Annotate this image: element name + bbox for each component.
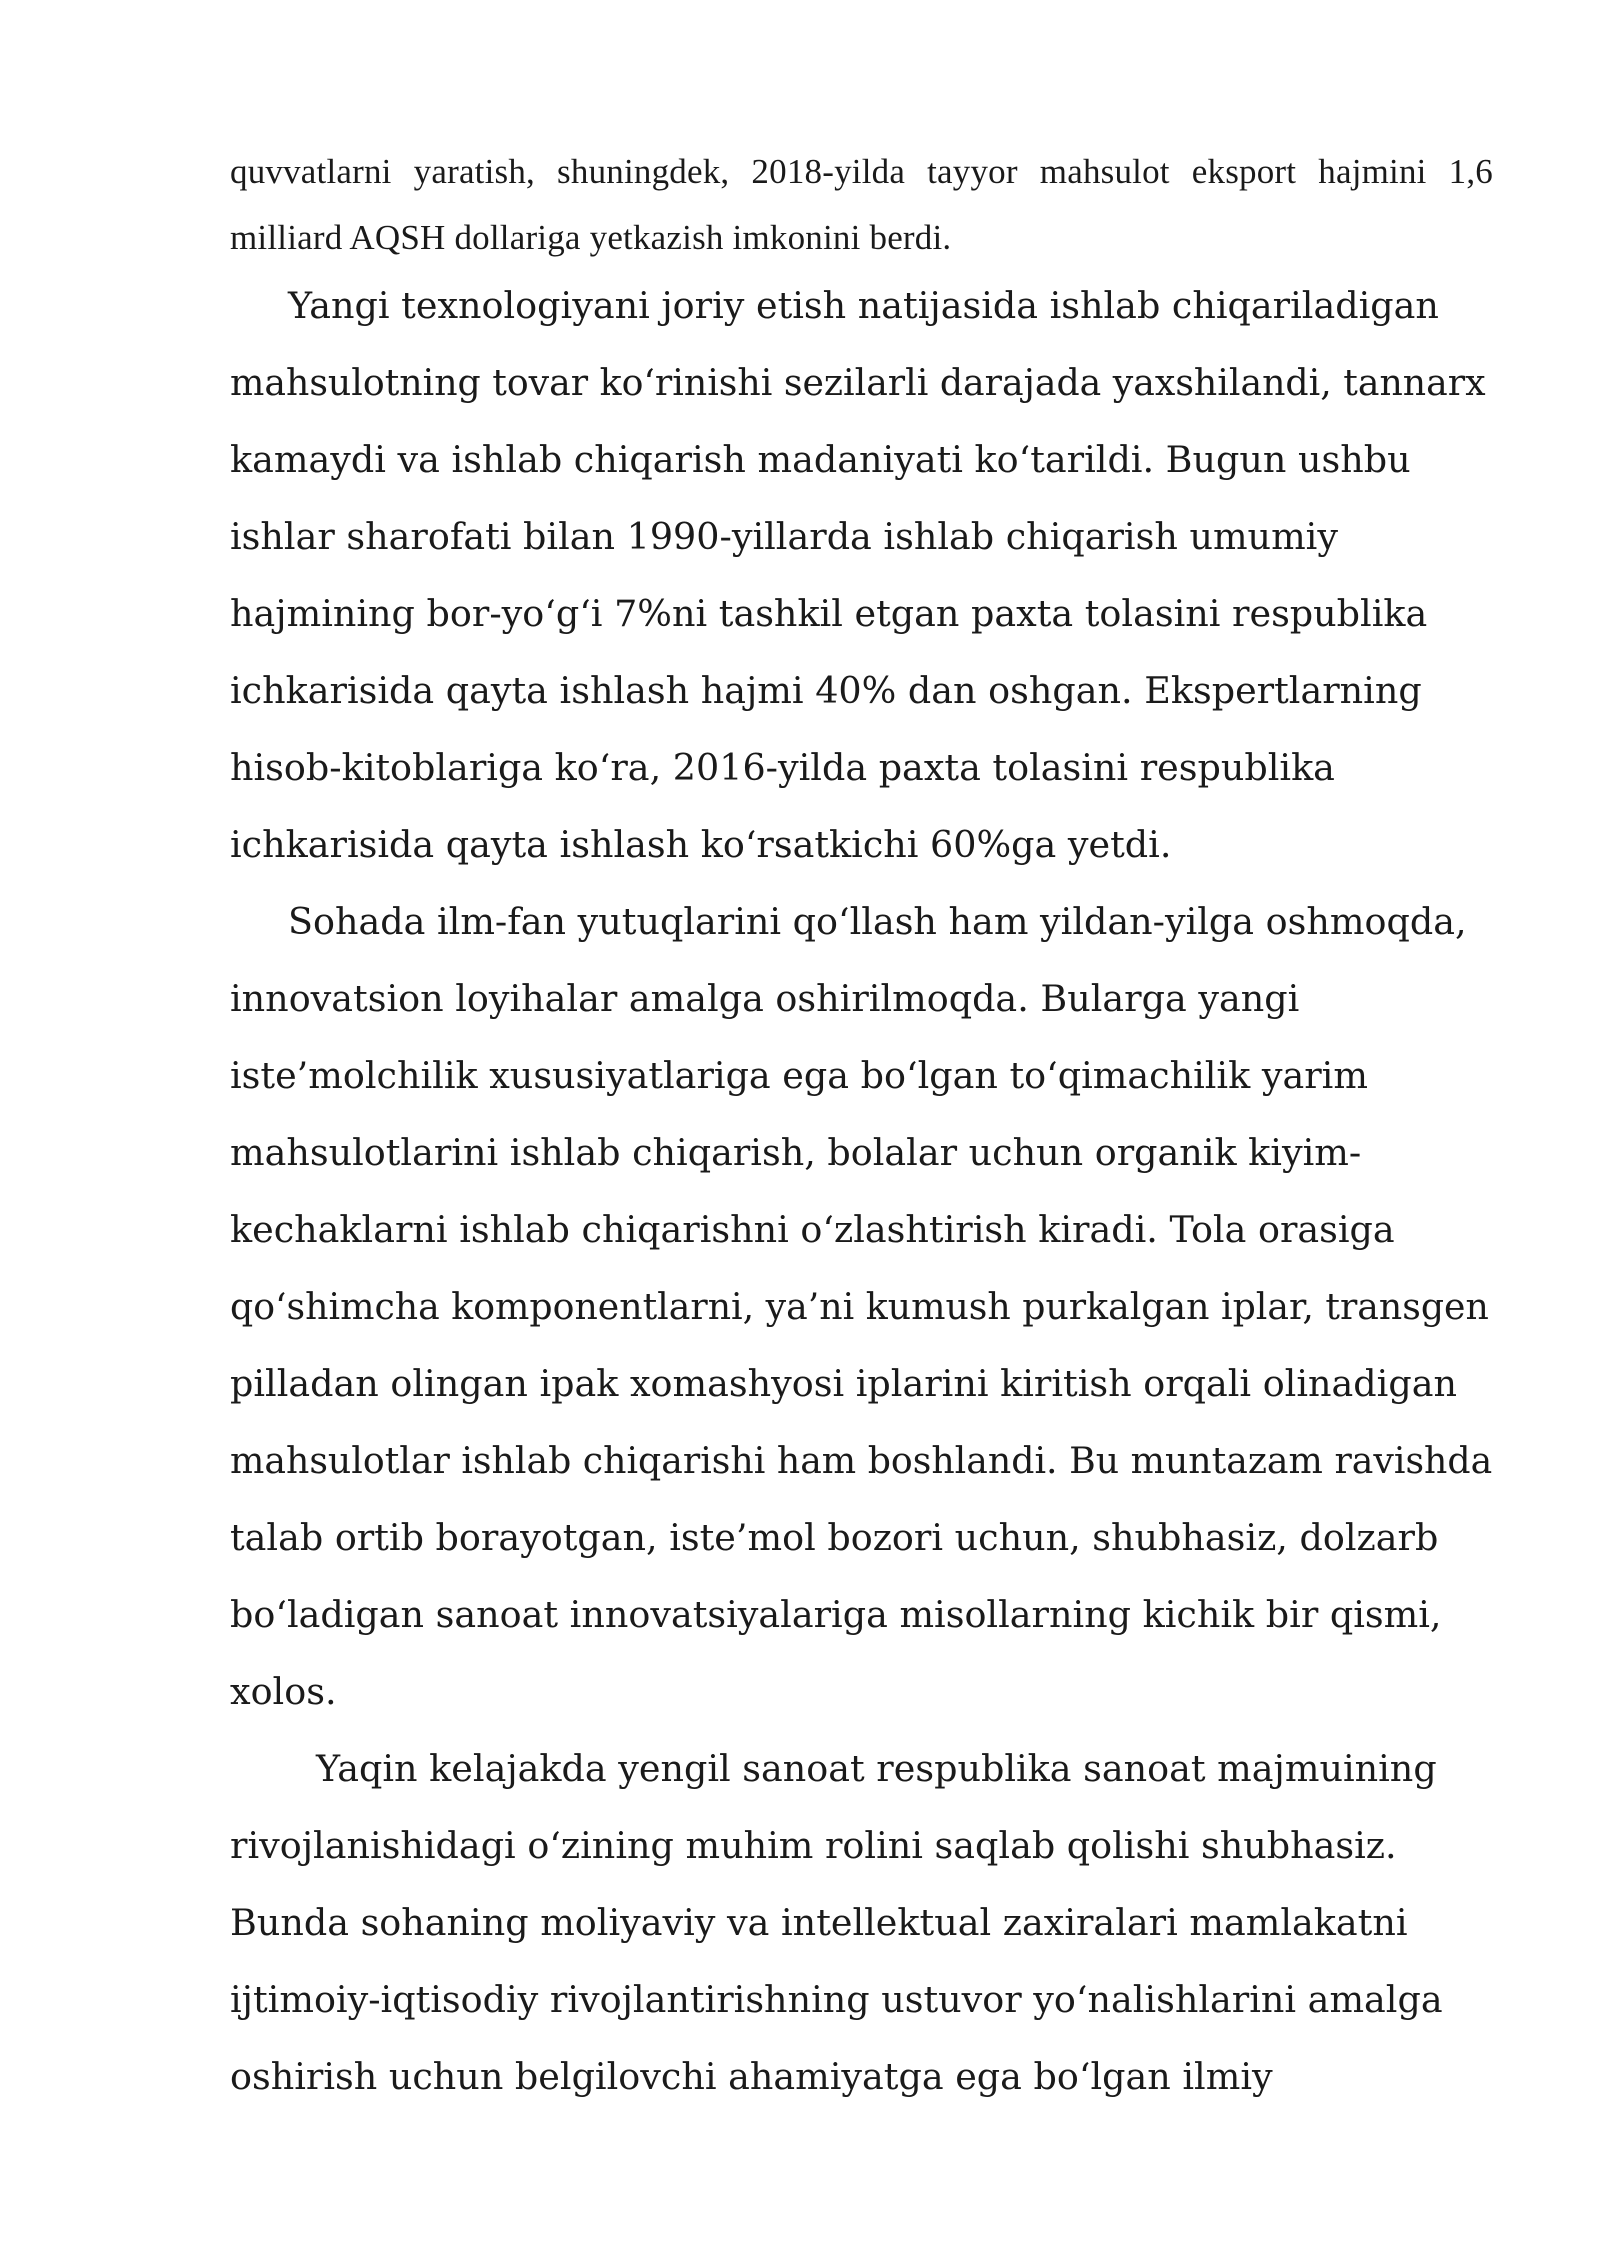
- text-line: xolos.: [230, 1670, 337, 1713]
- text-line: oshirish uchun belgilovchi ahamiyatga ega boʻlgan ilmiy: [230, 2055, 1273, 2098]
- text-line: Bunda sohaning moliyaviy va intellektual zaxiralari mamlakatni: [230, 1901, 1408, 1944]
- text-line: hisob-kitoblariga koʻra, 2016-yilda paxta tolasini respublika: [230, 746, 1335, 789]
- text-line: mahsulotning tovar koʻrinishi sezilarli darajada yaxshilandi, tannarx: [230, 361, 1486, 404]
- text-line: rivojlanishidagi oʻzining muhim rolini saqlab qolishi shubhasiz.: [230, 1824, 1397, 1867]
- text-line: qoʻshimcha komponentlarni, ya’ni kumush purkalgan iplar, transgen: [230, 1285, 1489, 1328]
- text-line: mahsulotlarini ishlab chiqarish, bolalar uchun organik kiyim-: [230, 1131, 1362, 1174]
- text-line: quvvatlarni yaratish, shuningdek, 2018-yilda tayyor mahsulot eksport hajmini 1,6: [230, 152, 1493, 191]
- text-line: ishlar sharofati bilan 1990-yillarda ishlab chiqarish umumiy: [230, 515, 1338, 558]
- text-line: mahsulotlar ishlab chiqarishi ham boshlandi. Bu muntazam ravishda: [230, 1439, 1493, 1482]
- paragraph-first-line: Yangi texnologiyani joriy etish natijasida ishlab chiqariladigan: [288, 284, 1439, 327]
- text-line: ijtimoiy-iqtisodiy rivojlantirishning ustuvor yoʻnalishlarini amalga: [230, 1978, 1443, 2021]
- text-line: milliard AQSH dollariga yetkazish imkonini berdi.: [230, 218, 952, 257]
- text-line: ichkarisida qayta ishlash hajmi 40% dan oshgan. Ekspertlarning: [230, 669, 1422, 712]
- text-line: kamaydi va ishlab chiqarish madaniyati koʻtarildi. Bugun ushbu: [230, 438, 1411, 481]
- text-line: talab ortib borayotgan, iste’mol bozori uchun, shubhasiz, dolzarb: [230, 1516, 1439, 1559]
- text-line: ichkarisida qayta ishlash koʻrsatkichi 60%ga yetdi.: [230, 823, 1172, 866]
- paragraph-first-line: Sohada ilm-fan yutuqlarini qoʻllash ham yildan-yilga oshmoqda,: [288, 900, 1467, 943]
- text-line: boʻladigan sanoat innovatsiyalariga misollarning kichik bir qismi,: [230, 1593, 1442, 1636]
- text-line: innovatsion loyihalar amalga oshirilmoqda. Bularga yangi: [230, 977, 1300, 1020]
- text-line: pilladan olingan ipak xomashyosi iplarini kiritish orqali olinadigan: [230, 1362, 1457, 1405]
- paragraph-first-line: Yaqin kelajakda yengil sanoat respublika sanoat majmuining: [316, 1747, 1437, 1790]
- text-line: hajmining bor-yoʻgʻi 7%ni tashkil etgan paxta tolasini respublika: [230, 592, 1428, 635]
- text-line: iste’molchilik xususiyatlariga ega boʻlgan toʻqimachilik yarim: [230, 1054, 1368, 1097]
- text-line: kechaklarni ishlab chiqarishni oʻzlashtirish kiradi. Tola orasiga: [230, 1208, 1395, 1251]
